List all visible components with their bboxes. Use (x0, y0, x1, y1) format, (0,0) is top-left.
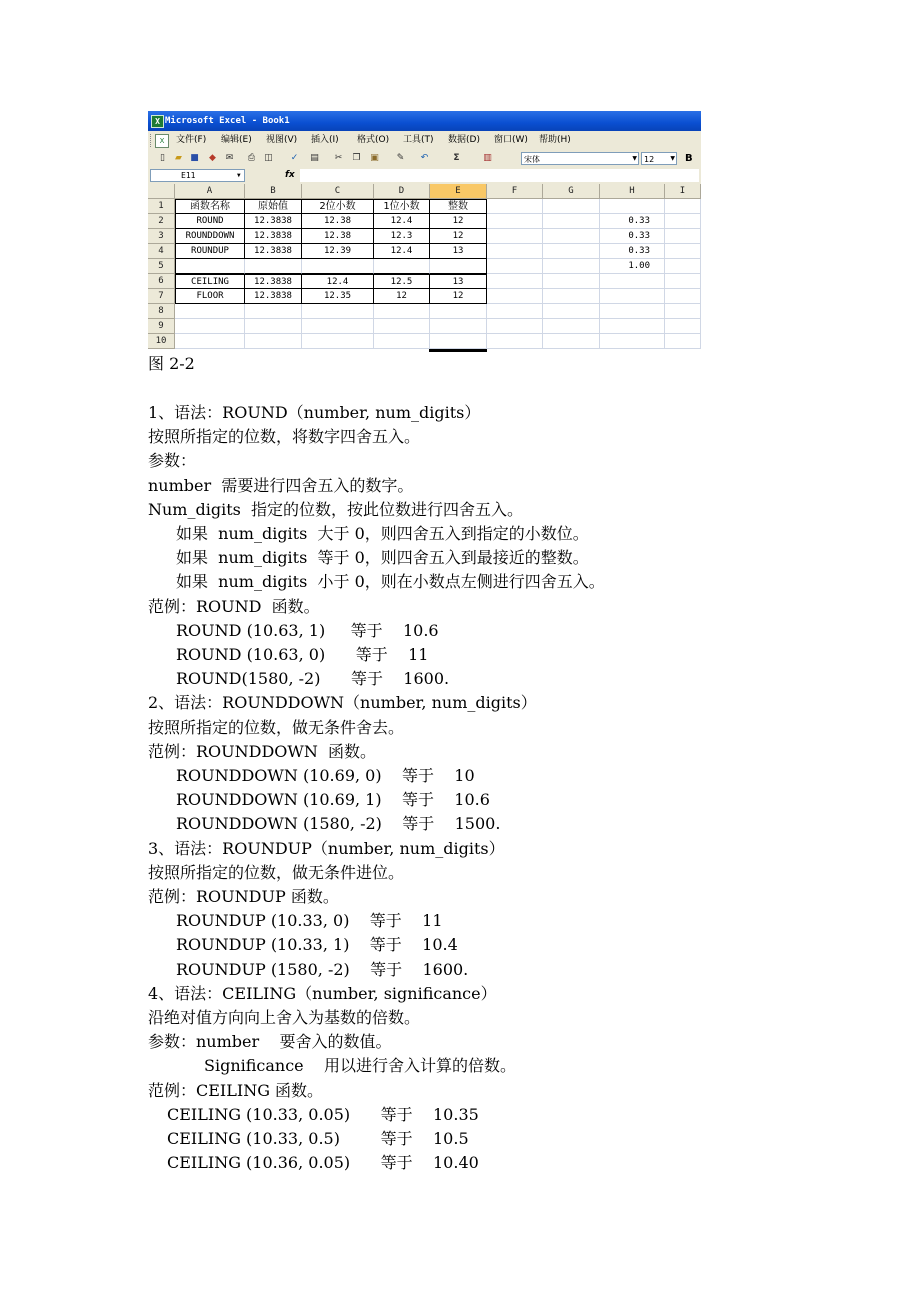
doc-line: Num_digits 指定的位数，按此位数进行四舍五入。 (148, 499, 524, 519)
column-header-d[interactable]: D (374, 184, 430, 199)
row-header-9[interactable]: 9 (148, 319, 175, 334)
cell-h10[interactable] (600, 334, 665, 349)
undo-icon[interactable]: ↶ (420, 153, 429, 163)
doc-line: 2、语法：ROUNDDOWN（number, num_digits） (148, 693, 537, 713)
cell-h9[interactable] (600, 319, 665, 334)
cell-h8[interactable] (600, 304, 665, 319)
column-header-e[interactable]: E (430, 184, 487, 199)
cell-b10[interactable] (245, 334, 302, 349)
cell-a3[interactable]: ROUNDDOWN (175, 229, 245, 244)
cell-a2[interactable]: ROUND (175, 214, 245, 229)
row-header-8[interactable]: 8 (148, 304, 175, 319)
doc-line: ROUNDDOWN (10.69, 0) 等于 10 (176, 766, 475, 785)
cell-b4[interactable]: 12.3838 (245, 244, 302, 259)
cell-b3[interactable]: 12.3838 (245, 229, 302, 244)
cell-b6[interactable]: 12.3838 (245, 274, 302, 289)
doc-line: ROUND (10.63, 1) 等于 10.6 (176, 620, 439, 640)
name-box-value: E11 (181, 171, 196, 180)
paste-icon[interactable]: ▣ (370, 153, 379, 163)
print-icon[interactable]: ⎙ (247, 153, 256, 163)
email-icon[interactable]: ✉ (225, 153, 234, 163)
doc-line: 1、语法：ROUND（number, num_digits） (148, 403, 481, 422)
menu-window[interactable]: 窗口(W) (494, 135, 528, 145)
formula-bar (148, 168, 701, 184)
doc-line: ROUNDUP (1580, -2) 等于 1600. (176, 959, 469, 979)
cell-e4[interactable]: 13 (430, 244, 487, 259)
chevron-down-icon[interactable]: ▼ (237, 172, 241, 179)
menu-format[interactable]: 格式(O) (357, 135, 390, 145)
cell-g2[interactable] (543, 214, 600, 229)
cell-h7[interactable] (600, 289, 665, 304)
doc-line: ROUNDUP (10.33, 0) 等于 11 (176, 911, 443, 931)
column-header-a[interactable]: A (175, 184, 245, 199)
doc-line: 参数： (148, 451, 197, 471)
doc-line: 范例：ROUNDDOWN 函数。 (148, 741, 377, 761)
cell-e6[interactable]: 13 (430, 274, 487, 289)
column-header-f[interactable]: F (487, 184, 543, 199)
permission-icon[interactable]: ◆ (209, 153, 216, 163)
doc-line: number 需要进行四舍五入的数字。 (148, 475, 414, 495)
doc-line: ROUNDDOWN (10.69, 1) 等于 10.6 (176, 790, 490, 810)
cell-a4[interactable]: ROUNDUP (175, 244, 245, 259)
doc-line: ROUND(1580, -2) 等于 1600. (176, 669, 450, 689)
cell-d10[interactable] (374, 334, 430, 349)
spelling-icon[interactable]: ✓ (290, 153, 299, 163)
cell-c1[interactable]: 2位小数 (302, 199, 374, 214)
name-box[interactable] (150, 169, 245, 182)
cell-d9[interactable] (374, 319, 430, 334)
cell-h3[interactable]: 0.33 (600, 229, 665, 244)
cut-icon[interactable]: ✂ (334, 153, 343, 163)
menu-grip-icon[interactable] (150, 134, 154, 147)
workbook-icon[interactable]: X (155, 134, 169, 148)
cell-h6[interactable] (600, 274, 665, 289)
standard-toolbar (148, 150, 701, 168)
formula-input[interactable] (300, 169, 699, 182)
cell-g5[interactable] (543, 259, 600, 274)
cell-a5[interactable] (175, 259, 245, 274)
row-header-6[interactable]: 6 (148, 274, 175, 289)
doc-line: 范例：ROUND 函数。 (148, 596, 320, 616)
cell-e9[interactable] (430, 319, 487, 334)
doc-line: 参数：number 要舍入的数值。 (148, 1032, 392, 1052)
cell-i6[interactable] (665, 274, 701, 289)
menu-edit[interactable]: 编辑(E) (221, 135, 252, 145)
cell-g6[interactable] (543, 274, 600, 289)
cell-g4[interactable] (543, 244, 600, 259)
cell-i4[interactable] (665, 244, 701, 259)
fx-icon[interactable]: fx (285, 170, 295, 180)
format-painter-icon[interactable]: ✎ (396, 153, 405, 163)
cell-e3[interactable]: 12 (430, 229, 487, 244)
cell-b1[interactable]: 原始值 (245, 199, 302, 214)
menu-bar (148, 131, 701, 150)
doc-line: 如果 num_digits 小于 0，则在小数点左侧进行四舍五入。 (176, 572, 605, 592)
cell-g8[interactable] (543, 304, 600, 319)
doc-line: 如果 num_digits 等于 0，则四舍五入到最接近的整数。 (176, 548, 589, 568)
cell-f6[interactable] (487, 274, 543, 289)
cell-g7[interactable] (543, 289, 600, 304)
chart-icon[interactable]: ▥ (483, 153, 492, 163)
column-header-g[interactable]: G (543, 184, 600, 199)
row-header-2[interactable]: 2 (148, 214, 175, 229)
doc-line: 范例：ROUNDUP 函数。 (148, 887, 339, 906)
column-header-i[interactable]: I (665, 184, 701, 199)
cell-h4[interactable]: 0.33 (600, 244, 665, 259)
cell-f3[interactable] (487, 229, 543, 244)
cell-h2[interactable]: 0.33 (600, 214, 665, 229)
cell-h1[interactable] (600, 199, 665, 214)
row-header-10[interactable]: 10 (148, 334, 175, 349)
cell-i10[interactable] (665, 334, 701, 349)
cell-g3[interactable] (543, 229, 600, 244)
cell-c5[interactable] (302, 259, 374, 274)
cell-c10[interactable] (302, 334, 374, 349)
save-icon[interactable]: ■ (190, 153, 199, 163)
cell-d2[interactable]: 12.4 (374, 214, 430, 229)
autosum-icon[interactable]: Σ (453, 153, 460, 163)
print-preview-icon[interactable]: ◫ (264, 153, 273, 163)
menu-tools[interactable]: 工具(T) (403, 135, 434, 145)
cell-g1[interactable] (543, 199, 600, 214)
cell-c6[interactable]: 12.4 (302, 274, 374, 289)
font-size-value: 12 (644, 155, 655, 164)
cell-d4[interactable]: 12.4 (374, 244, 430, 259)
doc-line: ROUND (10.63, 0) 等于 11 (176, 645, 429, 664)
chevron-down-icon[interactable]: ▼ (670, 155, 675, 162)
cell-e2[interactable]: 12 (430, 214, 487, 229)
cell-f1[interactable] (487, 199, 543, 214)
cell-d7[interactable]: 12 (374, 289, 430, 304)
cell-i3[interactable] (665, 229, 701, 244)
cell-b5[interactable] (245, 259, 302, 274)
cell-d1[interactable]: 1位小数 (374, 199, 430, 214)
cell-e5[interactable] (430, 259, 487, 274)
research-icon[interactable]: ▤ (310, 153, 319, 163)
cell-g10[interactable] (543, 334, 600, 349)
cell-a7[interactable]: FLOOR (175, 289, 245, 304)
doc-line: ROUNDUP (10.33, 1) 等于 10.4 (176, 935, 458, 955)
excel-app-icon: X (151, 115, 164, 128)
row-header-1[interactable]: 1 (148, 199, 175, 214)
doc-line: Significance 用以进行舍入计算的倍数。 (204, 1056, 516, 1076)
font-size-select[interactable] (641, 152, 677, 165)
excel-window (148, 111, 701, 352)
cell-f5[interactable] (487, 259, 543, 274)
cell-e8[interactable] (430, 304, 487, 319)
cell-i5[interactable] (665, 259, 701, 274)
bold-button[interactable]: B (685, 153, 693, 164)
menu-data[interactable]: 数据(D) (448, 135, 480, 145)
doc-line: CEILING (10.33, 0.5) 等于 10.5 (167, 1129, 469, 1148)
cell-f7[interactable] (487, 289, 543, 304)
cell-e1[interactable]: 整数 (430, 199, 487, 214)
cell-f8[interactable] (487, 304, 543, 319)
cell-d3[interactable]: 12.3 (374, 229, 430, 244)
cell-a1[interactable]: 函数名称 (175, 199, 245, 214)
cell-f4[interactable] (487, 244, 543, 259)
cell-h5[interactable]: 1.00 (600, 259, 665, 274)
cell-c2[interactable]: 12.38 (302, 214, 374, 229)
menu-help[interactable]: 帮助(H) (539, 135, 571, 145)
cell-b8[interactable] (245, 304, 302, 319)
cell-c3[interactable]: 12.38 (302, 229, 374, 244)
font-name-value: 宋体 (524, 155, 540, 164)
menu-view[interactable]: 视图(V) (266, 135, 298, 145)
doc-line: 如果 num_digits 大于 0，则四舍五入到指定的小数位。 (176, 524, 589, 543)
title-bar (148, 111, 701, 131)
menu-file[interactable]: 文件(F) (176, 135, 207, 145)
cell-a6[interactable]: CEILING (175, 274, 245, 289)
row-header-4[interactable]: 4 (148, 244, 175, 259)
figure-caption: 图 2-2 (148, 354, 195, 373)
cell-i2[interactable] (665, 214, 701, 229)
open-icon[interactable]: ▰ (175, 153, 182, 163)
cell-c4[interactable]: 12.39 (302, 244, 374, 259)
cell-i7[interactable] (665, 289, 701, 304)
copy-icon[interactable]: ❐ (352, 153, 361, 163)
cell-c7[interactable]: 12.35 (302, 289, 374, 304)
cell-d5[interactable] (374, 259, 430, 274)
row-header-5[interactable]: 5 (148, 259, 175, 274)
doc-line: 按照所指定的位数，将数字四舍五入。 (148, 427, 421, 447)
cell-d8[interactable] (374, 304, 430, 319)
doc-line: CEILING (10.36, 0.05) 等于 10.40 (167, 1153, 479, 1173)
doc-line: 按照所指定的位数，做无条件进位。 (148, 862, 405, 882)
cell-e7[interactable]: 12 (430, 289, 487, 304)
doc-line: 3、语法：ROUNDUP（number, num_digits） (148, 838, 505, 858)
column-header-c[interactable]: C (302, 184, 374, 199)
cell-f9[interactable] (487, 319, 543, 334)
cell-i1[interactable] (665, 199, 701, 214)
chevron-down-icon[interactable]: ▼ (632, 155, 637, 162)
doc-line: 4、语法：CEILING（number, significance） (148, 983, 497, 1003)
doc-line: ROUNDDOWN (1580, -2) 等于 1500. (176, 814, 501, 834)
doc-line: 范例：CEILING 函数。 (148, 1080, 324, 1100)
cell-i9[interactable] (665, 319, 701, 334)
active-cell-marker (429, 349, 487, 352)
cell-f10[interactable] (487, 334, 543, 349)
row-header-3[interactable]: 3 (148, 229, 175, 244)
doc-line: CEILING (10.33, 0.05) 等于 10.35 (167, 1104, 479, 1124)
select-all-corner[interactable] (148, 184, 175, 199)
window-title: Microsoft Excel - Book1 (165, 116, 290, 126)
row-header-7[interactable]: 7 (148, 289, 175, 304)
cell-g9[interactable] (543, 319, 600, 334)
cell-b7[interactable]: 12.3838 (245, 289, 302, 304)
cell-c8[interactable] (302, 304, 374, 319)
cell-d6[interactable]: 12.5 (374, 274, 430, 289)
cell-f2[interactable] (487, 214, 543, 229)
cell-i8[interactable] (665, 304, 701, 319)
cell-a10[interactable] (175, 334, 245, 349)
cell-b9[interactable] (245, 319, 302, 334)
cell-b2[interactable]: 12.3838 (245, 214, 302, 229)
cell-e10[interactable] (430, 334, 487, 349)
column-header-b[interactable]: B (245, 184, 302, 199)
column-header-h[interactable]: H (600, 184, 665, 199)
cell-c9[interactable] (302, 319, 374, 334)
menu-insert[interactable]: 插入(I) (311, 135, 339, 145)
doc-line: 沿绝对值方向向上舍入为基数的倍数。 (148, 1008, 421, 1027)
doc-line: 按照所指定的位数，做无条件舍去。 (148, 717, 405, 737)
font-name-select[interactable] (521, 152, 639, 165)
cell-a9[interactable] (175, 319, 245, 334)
new-icon[interactable]: ▯ (160, 153, 165, 163)
cell-a8[interactable] (175, 304, 245, 319)
